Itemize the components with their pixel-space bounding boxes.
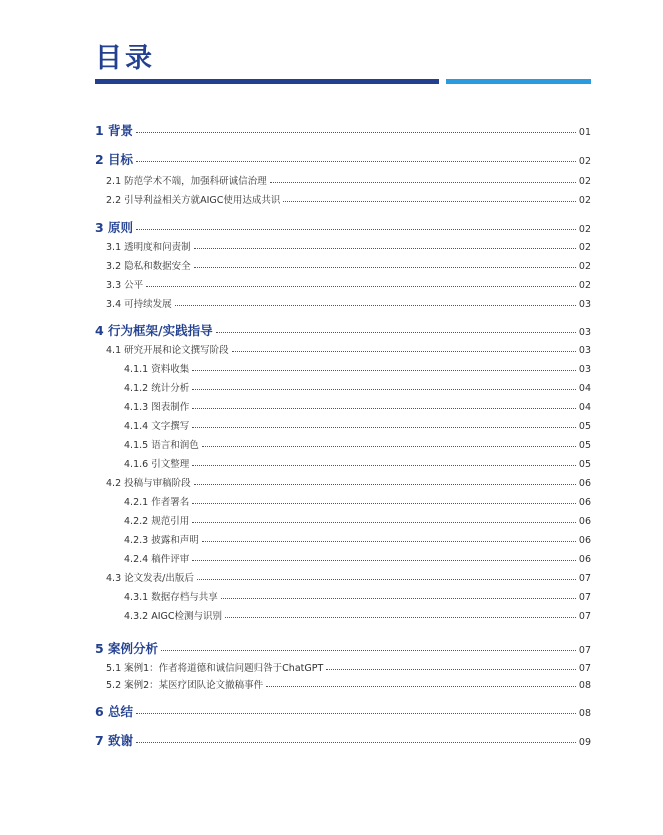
toc-entry-page: 07 (578, 573, 591, 584)
toc-entry-4-3-1[interactable] (95, 589, 591, 603)
dot-leader (192, 389, 576, 390)
toc-entry-label: 5 案例分析 (95, 641, 159, 656)
toc-entry-5[interactable] (95, 639, 591, 657)
toc-entry-page: 07 (578, 592, 591, 603)
dot-leader (202, 446, 576, 447)
toc-entry-label: 4.3 论文发表/出版后 (106, 573, 194, 584)
toc-entry-5-1[interactable] (95, 660, 591, 674)
toc-entry-page: 05 (578, 421, 591, 432)
toc-entry-3[interactable] (95, 218, 591, 236)
toc-entry-4-2-3[interactable] (95, 532, 591, 546)
dot-leader (136, 132, 576, 133)
toc-entry-label: 4.1.2 统计分析 (124, 383, 190, 394)
toc-entry-page: 03 (578, 364, 591, 375)
toc-entry-3-1[interactable] (95, 239, 591, 253)
toc-entry-7[interactable] (95, 731, 591, 749)
toc-entry-label: 3 原则 (95, 220, 134, 235)
title-underline-primary (95, 79, 439, 84)
toc-entry-label: 6 总结 (95, 704, 134, 719)
dot-leader (202, 541, 576, 542)
toc-entry-page: 03 (578, 345, 591, 356)
dot-leader (136, 742, 576, 743)
toc-entry-page: 06 (578, 478, 591, 489)
toc-entry-2-2[interactable] (95, 192, 591, 206)
dot-leader (192, 465, 576, 466)
dot-leader (192, 560, 576, 561)
dot-leader (192, 503, 576, 504)
toc-entry-4-3-2[interactable] (95, 608, 591, 622)
toc-entry-4[interactable] (95, 321, 591, 339)
toc-entry-label: 4 行为框架/实践指导 (95, 323, 213, 338)
toc-entry-page: 08 (578, 708, 591, 719)
toc-entry-4-2-1[interactable] (95, 494, 591, 508)
toc-entry-label: 3.4 可持续发展 (106, 299, 172, 310)
title-underline-accent (446, 79, 591, 84)
toc-entry-4-1-3[interactable] (95, 399, 591, 413)
toc-entry-4-1-2[interactable] (95, 380, 591, 394)
dot-leader (221, 598, 576, 599)
toc-entry-label: 4.3.1 数据存档与共享 (124, 592, 218, 603)
toc-entry-page: 02 (578, 195, 591, 206)
toc-entry-label: 3.1 透明度和问责制 (106, 242, 191, 253)
toc-entry-4-1[interactable] (95, 342, 591, 356)
toc-entry-label: 4.3.2 AIGC检测与识别 (124, 611, 222, 622)
toc-entry-page: 02 (578, 261, 591, 272)
toc-entry-label: 2.1 防范学术不端，加强科研诚信治理 (106, 176, 267, 187)
toc-entry-label: 4.1.5 语言和润色 (124, 440, 199, 451)
toc-entry-page: 06 (578, 535, 591, 546)
toc-entry-label: 5.2 案例2：某医疗团队论文撤稿事件 (106, 680, 264, 691)
dot-leader (225, 617, 576, 618)
toc-entry-label: 2.2 引导利益相关方就AIGC使用达成共识 (106, 195, 281, 206)
dot-leader (283, 201, 575, 202)
toc-entry-label: 4.1.6 引文整理 (124, 459, 190, 470)
toc-entry-label: 4.2 投稿与审稿阶段 (106, 478, 191, 489)
toc-entry-label: 1 背景 (95, 123, 134, 138)
toc-entry-page: 04 (578, 402, 591, 413)
toc-entry-page: 07 (578, 611, 591, 622)
toc-entry-4-1-5[interactable] (95, 437, 591, 451)
toc-entry-page: 05 (578, 459, 591, 470)
toc-entry-1[interactable] (95, 121, 591, 139)
dot-leader (192, 408, 576, 409)
page-title: 目录 (95, 43, 155, 74)
dot-leader (194, 267, 576, 268)
toc-entry-page: 03 (578, 327, 591, 338)
toc-entry-label: 3.2 隐私和数据安全 (106, 261, 191, 272)
toc-entry-2-1[interactable] (95, 173, 591, 187)
dot-leader (232, 351, 576, 352)
dot-leader (146, 286, 576, 287)
toc-entry-page: 03 (578, 299, 591, 310)
toc-entry-4-2-2[interactable] (95, 513, 591, 527)
toc-entry-4-1-6[interactable] (95, 456, 591, 470)
dot-leader (136, 713, 576, 714)
dot-leader (194, 248, 576, 249)
toc-entry-label: 4.1.4 文字撰写 (124, 421, 190, 432)
toc-entry-page: 07 (578, 663, 591, 674)
toc-entry-3-4[interactable] (95, 296, 591, 310)
toc-entry-page: 04 (578, 383, 591, 394)
toc-entry-label: 4.1 研究开展和论文撰写阶段 (106, 345, 229, 356)
toc-entry-page: 06 (578, 554, 591, 565)
toc-entry-page: 02 (578, 156, 591, 167)
toc-entry-3-2[interactable] (95, 258, 591, 272)
toc-entry-label: 2 目标 (95, 152, 134, 167)
toc-entry-4-3[interactable] (95, 570, 591, 584)
dot-leader (175, 305, 576, 306)
toc-entry-page: 09 (578, 737, 591, 748)
toc-entry-label: 4.1.1 资料收集 (124, 364, 190, 375)
toc-entry-4-2[interactable] (95, 475, 591, 489)
toc-entry-page: 02 (578, 176, 591, 187)
toc-entry-label: 5.1 案例1：作者将道德和诚信问题归咎于ChatGPT (106, 663, 324, 674)
dot-leader (192, 427, 576, 428)
toc-entry-label: 4.2.2 规范引用 (124, 516, 190, 527)
toc-entry-label: 7 致谢 (95, 733, 134, 748)
toc-entry-2[interactable] (95, 150, 591, 168)
toc-entry-page: 08 (578, 680, 591, 691)
dot-leader (192, 370, 576, 371)
toc-entry-label: 4.2.3 披露和声明 (124, 535, 199, 546)
toc-entry-6[interactable] (95, 702, 591, 720)
dot-leader (216, 332, 576, 333)
toc-entry-3-3[interactable] (95, 277, 591, 291)
toc-entry-5-2[interactable] (95, 677, 591, 691)
toc-entry-page: 01 (578, 127, 591, 138)
dot-leader (136, 161, 576, 162)
dot-leader (194, 484, 576, 485)
dot-leader (161, 650, 576, 651)
dot-leader (270, 182, 576, 183)
toc-entry-label: 4.2.4 稿件评审 (124, 554, 190, 565)
toc-entry-label: 3.3 公平 (106, 280, 144, 291)
dot-leader (266, 686, 576, 687)
toc-entry-page: 05 (578, 440, 591, 451)
toc-entry-label: 4.1.3 图表制作 (124, 402, 190, 413)
toc-entry-4-1-4[interactable] (95, 418, 591, 432)
toc-entry-page: 02 (578, 280, 591, 291)
toc-entry-label: 4.2.1 作者署名 (124, 497, 190, 508)
toc-entry-page: 02 (578, 242, 591, 253)
toc-entry-4-1-1[interactable] (95, 361, 591, 375)
dot-leader (326, 669, 576, 670)
toc-entry-page: 06 (578, 497, 591, 508)
toc-entry-page: 02 (578, 224, 591, 235)
dot-leader (192, 522, 576, 523)
toc-entry-page: 07 (578, 645, 591, 656)
toc-entry-page: 06 (578, 516, 591, 527)
dot-leader (136, 229, 576, 230)
dot-leader (197, 579, 576, 580)
toc-entry-4-2-4[interactable] (95, 551, 591, 565)
